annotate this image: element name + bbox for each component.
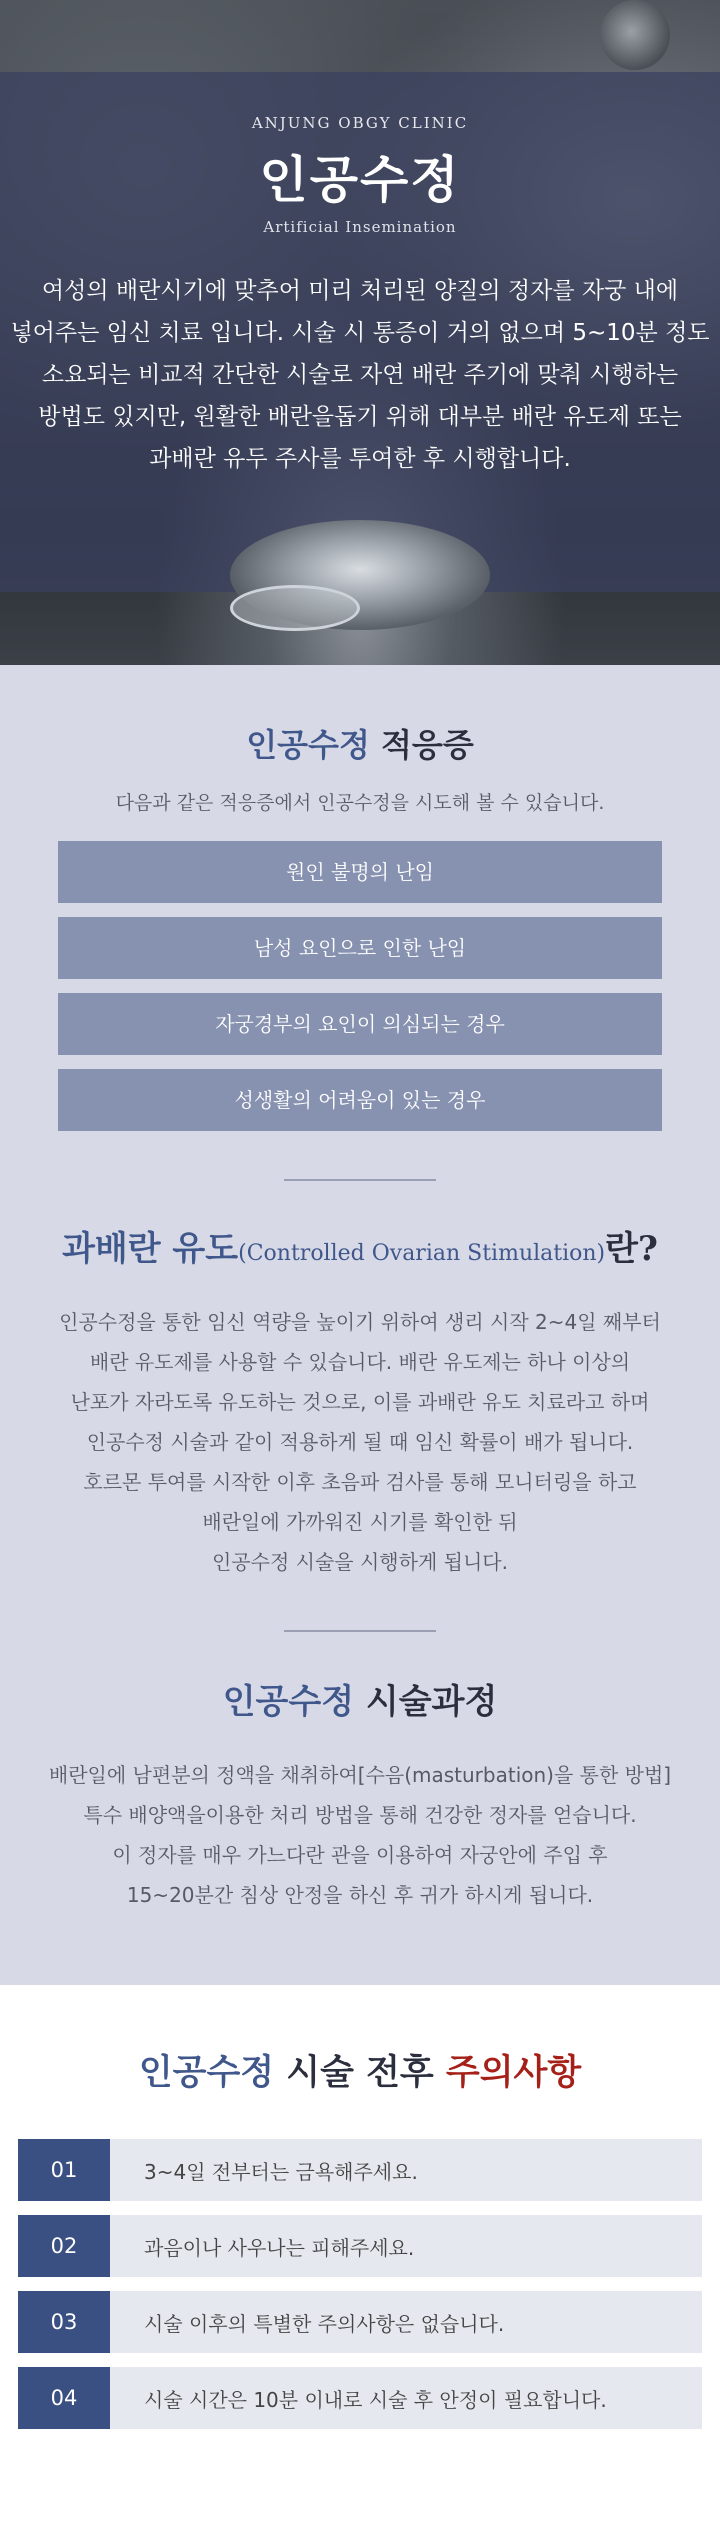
procedure-description (20, 1755, 700, 1915)
precautions-list (18, 2139, 702, 2429)
indication-item: 성생활의 어려움이 있는 경우 (58, 1069, 662, 1131)
cos-title-end: 란? (605, 1229, 658, 1269)
precaution-number: 04 (18, 2367, 110, 2429)
precautions-section (0, 1985, 720, 2543)
indications-title (0, 720, 720, 766)
indications-title-highlight: 인공수정 (246, 726, 370, 764)
precaution-row (18, 2215, 702, 2277)
indication-item: 남성 요인으로 인한 난임 (58, 917, 662, 979)
cos-line: 난포가 자라도록 유도하는 것으로, 이를 과배란 유도 치료라고 하며 (70, 1390, 650, 1414)
precautions-title (0, 2045, 720, 2095)
precaution-number: 02 (18, 2215, 110, 2277)
procedure-line: 배란일에 남편분의 정액을 채취하여[수음(masturbation)을 통한 방법] (48, 1763, 672, 1787)
cos-line: 인공수정을 통한 임신 역량을 높이기 위하여 생리 시작 2~4일 째부터 (59, 1310, 661, 1334)
precautions-title-mid: 시술 전후 (274, 2052, 446, 2093)
precaution-text: 시술 이후의 특별한 주의사항은 없습니다. (144, 2311, 505, 2336)
hero-description: 여성의 배란시기에 맞추어 미리 처리된 양질의 정자를 자궁 내에 넣어주는 임신 치료 입니다. 시술 시 통증이 거의 없으며 5~10분 정도 소요되는 비교적 간단한 시술로 자연 배란 주기에 맞춰 시행하는 방법도 있지만, 원활한 배란을돕기 위해 대부분 배란 유도제 또는 과배란 유두 주사를 투여한 후 시행합니다. (10, 278, 710, 472)
precaution-text: 시술 시간은 10분 이내로 시술 후 안정이 필요합니다. (144, 2387, 607, 2412)
precaution-text: 과음이나 사우나는 피해주세요. (144, 2235, 415, 2260)
page-subtitle: Artificial Insemination (263, 218, 457, 236)
procedure-line: 이 정자를 매우 가느다란 관을 이용하여 자궁안에 주입 후 (112, 1843, 608, 1867)
section-divider (284, 1179, 436, 1181)
indications-lead: 다음과 같은 적응증에서 인공수정을 시도해 볼 수 있습니다. (115, 792, 605, 814)
precautions-title-red: 주의사항 (445, 2052, 582, 2093)
hero-content (0, 72, 720, 480)
indications-list (58, 841, 662, 1131)
indications-title-rest: 적응증 (369, 726, 474, 764)
procedure-line: 15~20분간 침상 안정을 하신 후 귀가 하시게 됩니다. (126, 1883, 594, 1907)
precaution-row (18, 2367, 702, 2429)
page-title: 인공수정 (259, 150, 461, 209)
cos-line: 호르몬 투여를 시작한 이후 초음파 검사를 통해 모니터링을 하고 (83, 1470, 637, 1494)
indication-item: 자궁경부의 요인이 의심되는 경우 (58, 993, 662, 1055)
cos-title (0, 1221, 720, 1270)
clinic-name: ANJUNG OBGY CLINIC (251, 114, 469, 132)
microscope-knob-image (600, 0, 670, 70)
indication-item: 원인 불명의 난임 (58, 841, 662, 903)
info-section (0, 665, 720, 1985)
section-divider (284, 1630, 436, 1632)
procedure-title-highlight: 인공수정 (222, 1682, 355, 1722)
precaution-text: 3~4일 전부터는 금욕해주세요. (144, 2159, 418, 2184)
cos-line: 인공수정 시술을 시행하게 됩니다. (212, 1550, 508, 1574)
precaution-row (18, 2139, 702, 2201)
cos-line: 배란일에 가까워진 시기를 확인한 뒤 (202, 1510, 518, 1534)
procedure-line: 특수 배양액을이용한 처리 방법을 통해 건강한 정자를 얻습니다. (83, 1803, 637, 1827)
precautions-title-highlight: 인공수정 (138, 2052, 275, 2093)
hero-banner (0, 0, 720, 665)
precaution-row (18, 2291, 702, 2353)
cos-title-highlight: 과배란 유도 (62, 1229, 239, 1269)
procedure-title (0, 1674, 720, 1723)
cos-description (20, 1302, 700, 1582)
precaution-number: 01 (18, 2139, 110, 2201)
cos-line: 배란 유도제를 사용할 수 있습니다. 배란 유도제는 하나 이상의 (89, 1350, 631, 1374)
petri-dish-image (230, 585, 360, 631)
precaution-number: 03 (18, 2291, 110, 2353)
cos-title-english: (Controlled Ovarian Stimulation) (238, 1241, 606, 1266)
cos-line: 인공수정 시술과 같이 적용하게 될 때 임신 확률이 배가 됩니다. (86, 1430, 634, 1454)
procedure-title-rest: 시술과정 (354, 1682, 498, 1722)
